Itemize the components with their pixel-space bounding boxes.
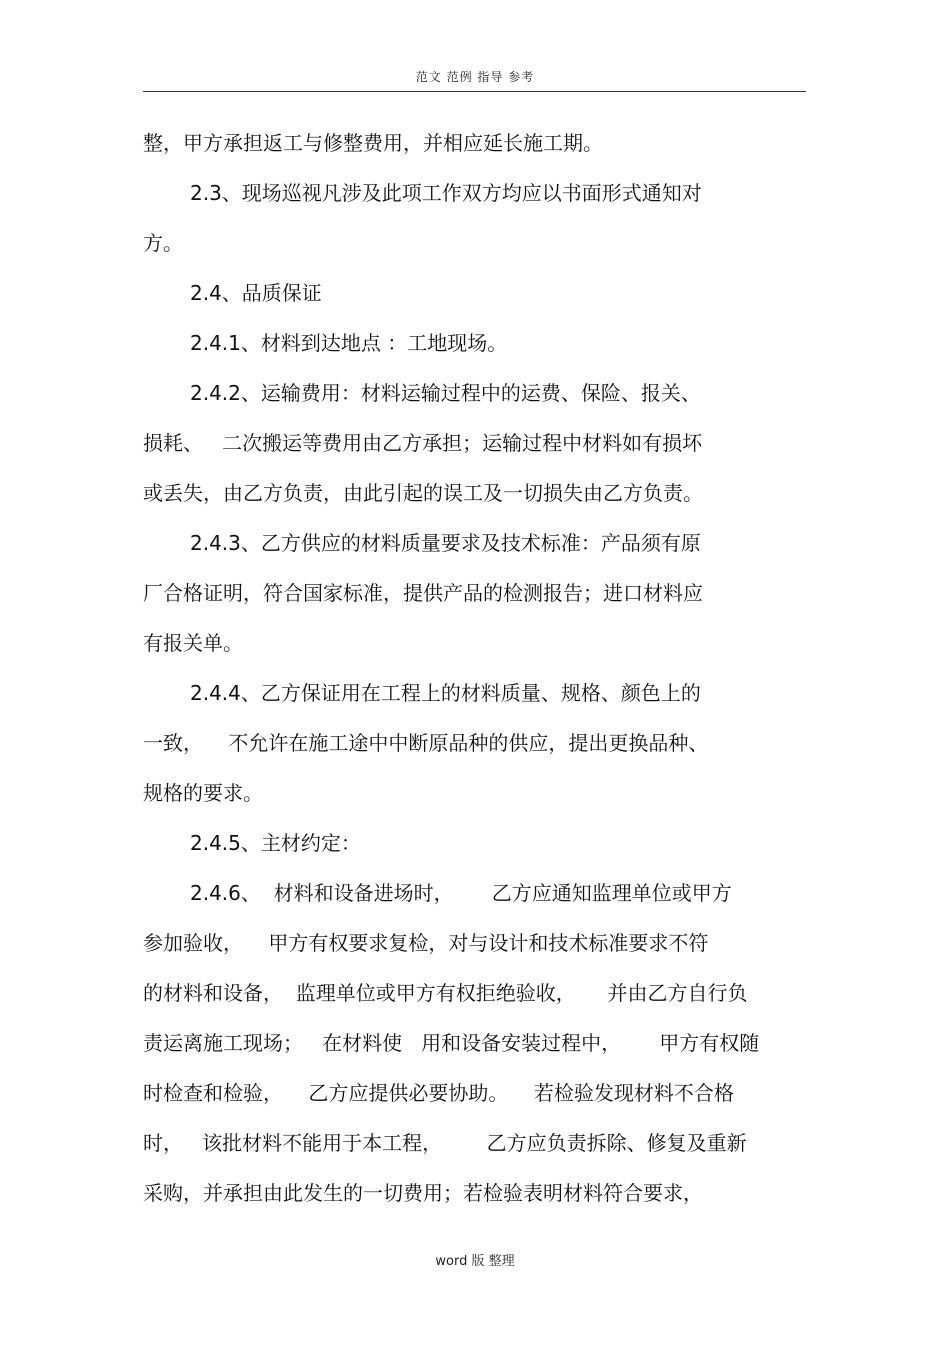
text-line: 损耗、 二次搬运等费用由乙方承担；运输过程中材料如有损坏 <box>143 431 703 455</box>
text-line: 责运离施工现场； 在材料使 用和设备安装过程中， 甲方有权随 <box>143 1031 760 1055</box>
text-line: 参加验收， 甲方有权要求复检，对与设计和技术标准要求不符 <box>143 931 709 955</box>
text-line: 厂合格证明，符合国家标准，提供产品的检测报告；进口材料应 <box>143 581 703 605</box>
text-line: 2.4.3、乙方供应的材料质量要求及技术标准：产品须有原 <box>190 531 701 555</box>
text-line: 一致， 不允许在施工途中中断原品种的供应，提出更换品种、 <box>143 731 709 755</box>
text-line: 整，甲方承担返工与修整费用，并相应延长施工期。 <box>143 131 603 155</box>
header-divider <box>143 91 806 92</box>
text-line: 2.4.1、材料到达地点 ：工地现场。 <box>190 331 508 355</box>
text-line: 2.4.2、运输费用：材料运输过程中的运费、保险、报关、 <box>190 381 701 405</box>
text-line: 2.4、品质保证 <box>190 281 322 305</box>
text-line: 方。 <box>143 231 183 255</box>
page-header: 范文 范例 指导 参考 <box>415 70 535 84</box>
text-line: 时， 该批材料不能用于本工程， 乙方应负责拆除、修复及重新 <box>143 1131 747 1155</box>
text-line: 时检查和检验， 乙方应提供必要协助。 若检验发现材料不合格 <box>143 1081 734 1105</box>
text-line: 2.4.4、乙方保证用在工程上的材料质量、规格、颜色上的 <box>190 681 701 705</box>
text-line: 的材料和设备， 监理单位或甲方有权拒绝验收， 并由乙方自行负 <box>143 981 748 1005</box>
text-line: 有报关单。 <box>143 631 243 655</box>
text-line: 采购，并承担由此发生的一切费用；若检验表明材料符合要求， <box>143 1181 703 1205</box>
text-line: 2.3、现场巡视凡涉及此项工作双方均应以书面形式通知对 <box>190 181 702 205</box>
text-line: 或丢失，由乙方负责，由此引起的误工及一切损失由乙方负责。 <box>143 481 703 505</box>
page-footer: word 版 整理 <box>435 1254 515 1269</box>
text-line: 2.4.6、 材料和设备进场时， 乙方应通知监理单位或甲方 <box>190 881 732 905</box>
text-line: 规格的要求。 <box>143 781 263 805</box>
text-line: 2.4.5、主材约定： <box>190 831 361 855</box>
